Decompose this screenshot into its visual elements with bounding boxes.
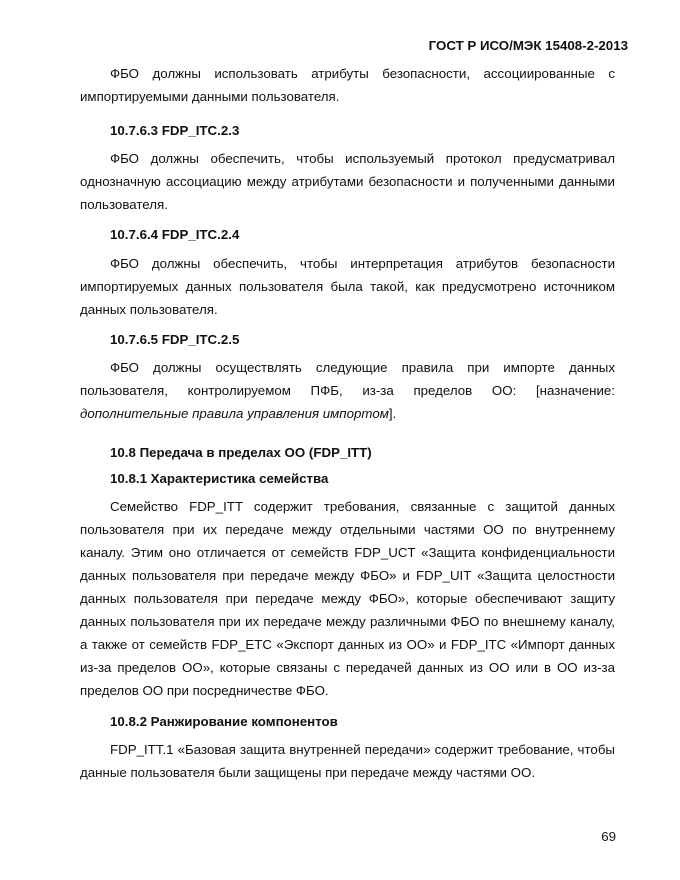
section-heading-10-8: 10.8 Передача в пределах ОО (FDP_ITT): [110, 445, 372, 460]
paragraph-component-levelling: FDP_ITT.1 «Базовая защита внутренней передачи» содержит требование, чтобы данные пользователя были защищены при передаче между частями ОО.: [80, 742, 615, 780]
section-heading-10-7-6-5: 10.7.6.5 FDP_ITC.2.5: [110, 332, 240, 347]
document-header: ГОСТ Р ИСО/МЭК 15408-2-2013: [428, 38, 628, 53]
import-rules-text-after: ].: [388, 406, 397, 421]
page-number: 69: [601, 829, 616, 844]
paragraph-import-rules: [80, 356, 615, 425]
import-rules-assignment: дополнительные правила управления импортом: [80, 406, 389, 421]
paragraph-protocol-association: ФБО должны обеспечить, чтобы используемый протокол предусматривал однозначную ассоциацию между атрибутами безопасности и полученными данными пользователя.: [80, 151, 615, 212]
import-rules-text-before: ФБО должны осуществлять следующие правила при импорте данных пользователя, контролируемом ПФБ, из-за пределов ОО: [назначение:: [80, 360, 615, 398]
section-heading-10-7-6-3: 10.7.6.3 FDP_ITC.2.3: [110, 123, 240, 138]
section-heading-10-8-1: 10.8.1 Характеристика семейства: [110, 471, 329, 486]
section-heading-10-7-6-4: 10.7.6.4 FDP_ITC.2.4: [110, 227, 240, 242]
paragraph-attribute-interpretation: ФБО должны обеспечить, чтобы интерпретация атрибутов безопасности импортируемых данных пользователя была такой, как предусмотрено источником данных пользователя.: [80, 256, 615, 317]
paragraph-family-characteristics: Семейство FDP_ITT содержит требования, связанные с защитой данных пользователя при их передаче между отдельными частями ОО по внутреннему каналу. Этим оно отличается от семейств FDP_UCT «Защита конфиденциальности данных пользователя при передаче между ФБО» и FDP_UIT «Защита целостности данных пользователя при передаче между ФБО», которые обеспечивают защиту данных пользователя при их передаче между различными ФБО по внешнему каналу, а также от семейств FDP_ETC «Экспорт данных из ОО» и FDP_ITC «Импорт данных из-за пределов ОО», которые связаны с передачей данных из ОО или в ОО из-за пределов ОО при посредничестве ФБО.: [80, 499, 615, 698]
section-heading-10-8-2: 10.8.2 Ранжирование компонентов: [110, 714, 338, 729]
paragraph-import-attributes: ФБО должны использовать атрибуты безопасности, ассоциированные с импортируемыми данными пользователя.: [80, 66, 615, 104]
